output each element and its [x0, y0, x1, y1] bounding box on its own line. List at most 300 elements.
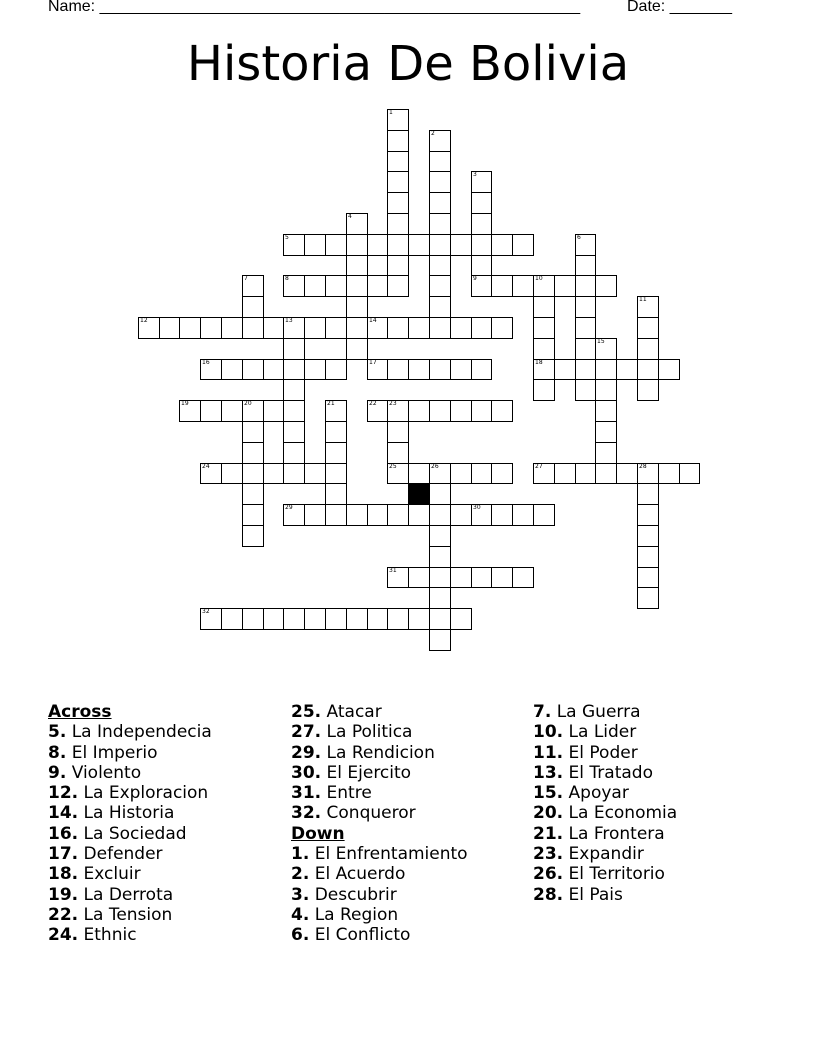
grid-cell[interactable] — [429, 234, 451, 256]
grid-cell[interactable] — [283, 608, 305, 630]
grid-cell[interactable] — [533, 275, 555, 297]
grid-cell[interactable] — [450, 400, 472, 422]
clue-text: El Poder — [563, 742, 638, 763]
cell-number: 21 — [327, 400, 335, 407]
grid-cell[interactable] — [429, 296, 451, 318]
clue-text: La Derrota — [78, 884, 174, 905]
grid-cell[interactable] — [325, 608, 347, 630]
grid-cell[interactable] — [429, 629, 451, 651]
grid-cell[interactable] — [429, 171, 451, 193]
grid-cell[interactable] — [221, 400, 243, 422]
grid-cell[interactable] — [200, 317, 222, 339]
grid-cell[interactable] — [491, 504, 513, 526]
page-title: Historia De Bolivia — [186, 36, 630, 92]
grid-cell[interactable] — [595, 421, 617, 443]
grid-cell[interactable] — [471, 567, 492, 588]
grid-cell[interactable] — [283, 463, 305, 484]
grid-cell[interactable] — [387, 275, 409, 297]
grid-cell[interactable] — [387, 463, 409, 484]
grid-cell[interactable] — [200, 359, 222, 380]
down-heading: Down — [291, 823, 345, 844]
grid-cell[interactable] — [471, 213, 492, 235]
clue-text: El Enfrentamiento — [309, 844, 468, 865]
grid-cell[interactable] — [658, 463, 680, 484]
grid-cell[interactable] — [325, 359, 347, 380]
grid-cell[interactable] — [429, 525, 451, 547]
clue-number: 3. — [291, 884, 310, 905]
grid-cell[interactable] — [429, 151, 451, 172]
grid-cell[interactable] — [179, 317, 201, 339]
grid-cell[interactable] — [346, 275, 368, 297]
grid-cell[interactable] — [179, 400, 201, 422]
grid-cell[interactable] — [637, 483, 659, 505]
grid-cell[interactable] — [367, 275, 388, 297]
grid-cell[interactable] — [637, 463, 659, 484]
grid-cell[interactable] — [367, 317, 388, 339]
grid-cell[interactable] — [637, 525, 659, 547]
grid-cell[interactable] — [491, 567, 513, 588]
grid-cell[interactable] — [283, 400, 305, 422]
grid-cell[interactable] — [242, 442, 264, 464]
grid-cell[interactable] — [387, 109, 409, 131]
grid-cell[interactable] — [242, 421, 264, 443]
grid-cell[interactable] — [159, 317, 180, 339]
clue-text: Descubrir — [309, 884, 397, 905]
grid-cell[interactable] — [575, 296, 596, 318]
grid-cell[interactable] — [595, 463, 617, 484]
grid-cell[interactable] — [346, 338, 368, 360]
grid-cell[interactable] — [533, 338, 555, 360]
grid-cell[interactable] — [283, 234, 305, 256]
grid-cell[interactable] — [679, 463, 700, 484]
clue-item — [291, 864, 468, 884]
grid-cell[interactable] — [554, 359, 576, 380]
clue-item — [48, 743, 212, 763]
grid-cell[interactable] — [637, 587, 659, 609]
grid-cell[interactable] — [429, 504, 451, 526]
clue-text: La Sociedad — [78, 823, 187, 844]
grid-cell[interactable] — [616, 359, 638, 380]
grid-cell[interactable] — [408, 317, 430, 339]
grid-cell[interactable] — [283, 275, 305, 297]
clue-number: 7. — [533, 702, 552, 722]
name-field[interactable]: Name: ______________________________________________________ — [48, 0, 581, 15]
grid-cell[interactable] — [304, 359, 326, 380]
clue-text: La Rendicion — [321, 742, 435, 763]
grid-cell[interactable] — [387, 151, 409, 172]
grid-cell[interactable] — [491, 234, 513, 256]
cell-number: 18 — [535, 359, 543, 366]
grid-cell[interactable] — [637, 567, 659, 588]
black-cell — [408, 483, 430, 505]
grid-cell[interactable] — [637, 504, 659, 526]
grid-cell[interactable] — [325, 400, 347, 422]
grid-cell[interactable] — [242, 359, 264, 380]
grid-cell[interactable] — [242, 275, 264, 297]
clue-item — [533, 743, 677, 763]
grid-cell[interactable] — [595, 338, 617, 360]
grid-cell[interactable] — [429, 400, 451, 422]
grid-cell[interactable] — [263, 608, 284, 630]
grid-cell[interactable] — [512, 275, 534, 297]
grid-cell[interactable] — [387, 359, 409, 380]
grid-cell[interactable] — [637, 359, 659, 380]
grid-cell[interactable] — [304, 317, 326, 339]
grid-cell[interactable] — [325, 275, 347, 297]
clue-number: 26. — [533, 864, 564, 885]
grid-cell[interactable] — [595, 275, 617, 297]
grid-cell[interactable] — [471, 234, 492, 256]
clue-text: Atacar — [321, 702, 382, 722]
grid-cell[interactable] — [512, 504, 534, 526]
across-heading: Across — [48, 702, 112, 722]
cell-number: 2 — [431, 130, 435, 137]
grid-cell[interactable] — [595, 359, 617, 380]
grid-cell[interactable] — [491, 317, 513, 339]
grid-cell[interactable] — [450, 463, 472, 484]
grid-cell[interactable] — [471, 504, 492, 526]
grid-cell[interactable] — [471, 463, 492, 484]
grid-cell[interactable] — [242, 296, 264, 318]
cell-number: 24 — [202, 463, 210, 470]
grid-cell[interactable] — [325, 442, 347, 464]
grid-cell[interactable] — [491, 275, 513, 297]
grid-cell[interactable] — [429, 359, 451, 380]
cell-number: 7 — [244, 275, 248, 282]
grid-cell[interactable] — [263, 317, 284, 339]
grid-cell[interactable] — [263, 463, 284, 484]
grid-cell[interactable] — [325, 483, 347, 505]
grid-cell[interactable] — [367, 608, 388, 630]
grid-cell[interactable] — [616, 463, 638, 484]
grid-cell[interactable] — [221, 359, 243, 380]
grid-cell[interactable] — [512, 234, 534, 256]
grid-cell[interactable] — [637, 546, 659, 568]
grid-cell[interactable] — [533, 504, 555, 526]
grid-cell[interactable] — [242, 317, 264, 339]
grid-cell[interactable] — [637, 296, 659, 318]
grid-cell[interactable] — [450, 504, 472, 526]
grid-cell[interactable] — [637, 317, 659, 339]
grid-cell[interactable] — [408, 567, 430, 588]
clue-column-1 — [48, 702, 212, 946]
clue-number: 19. — [48, 884, 79, 905]
grid-cell[interactable] — [304, 234, 326, 256]
cell-number: 16 — [202, 359, 210, 366]
grid-cell[interactable] — [429, 463, 451, 484]
grid-cell[interactable] — [637, 379, 659, 401]
clue-number: 28. — [533, 884, 564, 905]
clue-number: 9. — [48, 762, 67, 783]
cell-number: 15 — [597, 338, 605, 345]
grid-cell[interactable] — [242, 525, 264, 547]
clue-item — [533, 763, 677, 783]
clue-item — [48, 783, 212, 803]
grid-cell[interactable] — [450, 608, 472, 630]
clue-number: 10. — [533, 722, 564, 743]
grid-cell[interactable] — [221, 317, 243, 339]
grid-cell[interactable] — [283, 359, 305, 380]
grid-cell[interactable] — [533, 379, 555, 401]
grid-cell[interactable] — [325, 421, 347, 443]
clue-item — [291, 702, 468, 722]
grid-cell[interactable] — [346, 255, 368, 276]
grid-cell[interactable] — [304, 463, 326, 484]
clue-item — [533, 885, 677, 905]
clue-item — [291, 905, 468, 925]
grid-cell[interactable] — [575, 359, 596, 380]
grid-cell[interactable] — [242, 608, 264, 630]
grid-cell[interactable] — [200, 400, 222, 422]
clue-text: El Tratado — [563, 762, 653, 783]
grid-cell[interactable] — [263, 359, 284, 380]
clue-item — [48, 905, 212, 925]
grid-cell[interactable] — [387, 255, 409, 276]
date-field[interactable]: Date: _______ — [627, 0, 732, 15]
clue-number: 15. — [533, 783, 564, 804]
clue-number: 29. — [291, 742, 322, 763]
grid-cell[interactable] — [346, 317, 368, 339]
grid-cell[interactable] — [367, 504, 388, 526]
clue-number: 23. — [533, 844, 564, 865]
grid-cell[interactable] — [367, 400, 388, 422]
clue-number: 22. — [48, 904, 79, 925]
grid-cell[interactable] — [554, 275, 576, 297]
grid-cell[interactable] — [471, 359, 492, 380]
cell-number: 23 — [389, 400, 397, 407]
grid-cell[interactable] — [325, 317, 347, 339]
grid-cell[interactable] — [658, 359, 680, 380]
clue-item — [533, 844, 677, 864]
grid-cell[interactable] — [200, 608, 222, 630]
clue-text: Excluir — [78, 864, 141, 885]
grid-cell[interactable] — [429, 255, 451, 276]
grid-cell[interactable] — [429, 192, 451, 214]
grid-cell[interactable] — [429, 483, 451, 505]
grid-cell[interactable] — [346, 296, 368, 318]
cell-number: 1 — [389, 109, 393, 116]
grid-cell[interactable] — [429, 587, 451, 609]
grid-cell[interactable] — [387, 192, 409, 214]
grid-cell[interactable] — [242, 400, 264, 422]
grid-cell[interactable] — [387, 442, 409, 464]
grid-cell[interactable] — [242, 463, 264, 484]
grid-cell[interactable] — [346, 608, 368, 630]
grid-cell[interactable] — [429, 130, 451, 152]
clue-text: El Acuerdo — [309, 864, 406, 885]
clue-item — [533, 783, 677, 803]
grid-cell[interactable] — [304, 608, 326, 630]
grid-cell[interactable] — [242, 504, 264, 526]
clue-text: Apoyar — [563, 783, 629, 804]
cell-number: 26 — [431, 463, 439, 470]
clue-number: 24. — [48, 925, 79, 946]
cell-number: 22 — [369, 400, 377, 407]
grid-cell[interactable] — [304, 504, 326, 526]
grid-cell[interactable] — [367, 359, 388, 380]
grid-cell[interactable] — [387, 317, 409, 339]
grid-cell[interactable] — [387, 567, 409, 588]
clue-item — [291, 885, 468, 905]
clue-text: Conqueror — [321, 803, 416, 824]
grid-cell[interactable] — [242, 483, 264, 505]
clue-item — [48, 925, 212, 945]
clue-text: La Politica — [321, 722, 413, 743]
clue-text: Ethnic — [78, 925, 137, 946]
clue-item — [291, 783, 468, 803]
grid-cell[interactable] — [387, 504, 409, 526]
clue-item — [48, 844, 212, 864]
clue-item — [48, 824, 212, 844]
grid-cell[interactable] — [408, 504, 430, 526]
clue-number: 8. — [48, 742, 67, 763]
grid-cell[interactable] — [408, 463, 430, 484]
grid-cell[interactable] — [595, 379, 617, 401]
grid-cell[interactable] — [429, 275, 451, 297]
grid-cell[interactable] — [450, 317, 472, 339]
cell-number: 6 — [577, 234, 581, 241]
clue-item — [291, 803, 468, 823]
grid-cell[interactable] — [387, 130, 409, 152]
clue-item — [48, 722, 212, 742]
grid-cell[interactable] — [429, 567, 451, 588]
clue-text: El Territorio — [563, 864, 665, 885]
cell-number: 9 — [473, 275, 477, 282]
grid-cell[interactable] — [512, 567, 534, 588]
clue-number: 21. — [533, 823, 564, 844]
cell-number: 31 — [389, 567, 397, 574]
grid-cell[interactable] — [575, 379, 596, 401]
grid-cell[interactable] — [387, 400, 409, 422]
clue-number: 4. — [291, 904, 310, 925]
grid-cell[interactable] — [637, 338, 659, 360]
grid-cell[interactable] — [408, 608, 430, 630]
grid-cell[interactable] — [138, 317, 160, 339]
clue-number: 14. — [48, 803, 79, 824]
grid-cell[interactable] — [221, 608, 243, 630]
clue-item — [291, 844, 468, 864]
grid-cell[interactable] — [283, 379, 305, 401]
clue-number: 17. — [48, 844, 79, 865]
grid-cell[interactable] — [387, 234, 409, 256]
grid-cell[interactable] — [200, 463, 222, 484]
grid-cell[interactable] — [429, 608, 451, 630]
clue-text: El Conflicto — [309, 925, 411, 946]
cell-number: 14 — [369, 317, 377, 324]
grid-cell[interactable] — [263, 400, 284, 422]
grid-cell[interactable] — [408, 400, 430, 422]
grid-cell[interactable] — [304, 275, 326, 297]
grid-cell[interactable] — [346, 213, 368, 235]
grid-cell[interactable] — [554, 463, 576, 484]
grid-cell[interactable] — [595, 400, 617, 422]
clue-number: 5. — [48, 722, 67, 743]
grid-cell[interactable] — [325, 504, 347, 526]
cell-number: 11 — [639, 296, 647, 303]
grid-cell[interactable] — [533, 317, 555, 339]
grid-cell[interactable] — [429, 213, 451, 235]
grid-cell[interactable] — [575, 275, 596, 297]
grid-cell[interactable] — [387, 213, 409, 235]
grid-cell[interactable] — [575, 234, 596, 256]
grid-cell[interactable] — [346, 504, 368, 526]
grid-cell[interactable] — [471, 192, 492, 214]
cell-number: 17 — [369, 359, 377, 366]
grid-cell[interactable] — [575, 463, 596, 484]
clue-text: La Economia — [563, 803, 678, 824]
grid-cell[interactable] — [283, 421, 305, 443]
grid-cell[interactable] — [471, 317, 492, 339]
clue-text: Violento — [66, 762, 142, 783]
grid-cell[interactable] — [283, 338, 305, 360]
grid-cell[interactable] — [283, 504, 305, 526]
grid-cell[interactable] — [533, 296, 555, 318]
grid-cell[interactable] — [533, 463, 555, 484]
clue-text: La Tension — [78, 904, 173, 925]
clue-number: 16. — [48, 823, 79, 844]
cell-number: 10 — [535, 275, 543, 282]
grid-cell[interactable] — [533, 359, 555, 380]
grid-cell[interactable] — [471, 275, 492, 297]
grid-cell[interactable] — [450, 359, 472, 380]
grid-cell[interactable] — [408, 359, 430, 380]
clue-number: 12. — [48, 783, 79, 804]
grid-cell[interactable] — [575, 255, 596, 276]
cell-number: 25 — [389, 463, 397, 470]
grid-cell[interactable] — [429, 546, 451, 568]
clue-text: Expandir — [563, 844, 644, 865]
grid-cell[interactable] — [595, 442, 617, 464]
cell-number: 30 — [473, 504, 481, 511]
grid-cell[interactable] — [221, 463, 243, 484]
cell-number: 27 — [535, 463, 543, 470]
grid-cell[interactable] — [471, 400, 492, 422]
clue-item — [291, 925, 468, 945]
grid-cell[interactable] — [283, 317, 305, 339]
grid-cell[interactable] — [387, 171, 409, 193]
clue-number: 18. — [48, 864, 79, 885]
clue-item — [291, 763, 468, 783]
grid-cell[interactable] — [450, 567, 472, 588]
grid-cell[interactable] — [491, 463, 513, 484]
grid-cell[interactable] — [575, 317, 596, 339]
grid-cell[interactable] — [325, 463, 347, 484]
grid-cell[interactable] — [471, 255, 492, 276]
grid-cell[interactable] — [346, 234, 368, 256]
grid-cell[interactable] — [387, 421, 409, 443]
clue-number: 27. — [291, 722, 322, 743]
clue-number: 30. — [291, 762, 322, 783]
cell-number: 19 — [181, 400, 189, 407]
grid-cell[interactable] — [408, 234, 430, 256]
grid-cell[interactable] — [575, 338, 596, 360]
clue-text: El Imperio — [66, 742, 158, 763]
clue-item — [291, 743, 468, 763]
grid-cell[interactable] — [283, 442, 305, 464]
clue-text: Defender — [78, 844, 163, 865]
clue-item — [533, 864, 677, 884]
grid-cell[interactable] — [450, 234, 472, 256]
grid-cell[interactable] — [387, 608, 409, 630]
grid-cell[interactable] — [429, 317, 451, 339]
grid-cell[interactable] — [491, 400, 513, 422]
grid-cell[interactable] — [367, 234, 388, 256]
cell-number: 5 — [285, 234, 289, 241]
grid-cell[interactable] — [325, 234, 347, 256]
grid-cell[interactable] — [471, 171, 492, 193]
clue-item — [533, 702, 677, 722]
cell-number: 28 — [639, 463, 647, 470]
